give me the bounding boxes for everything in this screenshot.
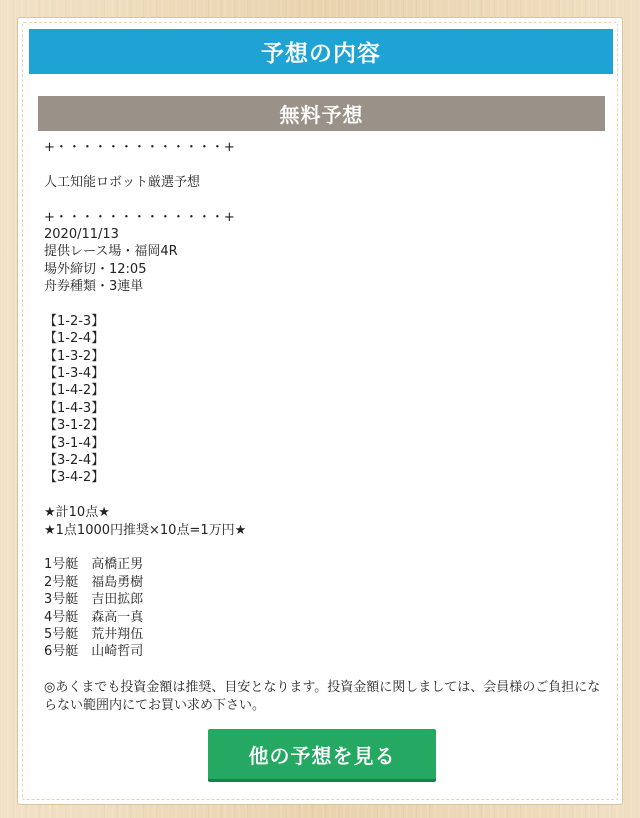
free-prediction-title: 無料予想: [38, 96, 605, 131]
blank-line: [44, 539, 604, 556]
boat-entry: 3号艇 吉田拡郎: [44, 592, 144, 608]
prediction-card: [17, 17, 623, 805]
prediction-heading: 人工知能ロボット厳選予想: [44, 174, 201, 190]
boat-entry: 2号艇 福島勇樹: [44, 574, 144, 590]
investment-note: ◎あくまでも投資金額は推奨、目安となります。投資金額に関しましては、会員様のご負担にならない範囲内にてお買い求め下さい。: [44, 680, 601, 714]
boat-entry: 1号艇 高橋正男: [44, 557, 144, 573]
combination-item: 【1-2-3】: [44, 313, 105, 329]
combination-item: 【1-4-3】: [44, 400, 105, 416]
blank-line: [44, 191, 604, 208]
combination-item: 【1-2-4】: [44, 331, 105, 347]
ticket-type: 舟券種類・3連単: [44, 279, 144, 295]
combination-item: 【1-3-2】: [44, 348, 105, 364]
blank-line: [44, 487, 604, 504]
combination-item: 【1-3-4】: [44, 366, 105, 382]
boat-entry: 6号艇 山崎哲司: [44, 644, 144, 660]
race-venue: 提供レース場・福岡4R: [44, 244, 178, 260]
combination-item: 【3-1-4】: [44, 435, 105, 451]
blank-line: [44, 156, 604, 173]
view-other-predictions-button[interactable]: 他の予想を見る: [208, 729, 436, 779]
race-deadline: 場外締切・12:05: [44, 261, 147, 277]
boat-entry: 4号艇 森高一真: [44, 609, 144, 625]
boat-entry: 5号艇 荒井翔伍: [44, 626, 144, 642]
combination-item: 【3-2-4】: [44, 453, 105, 469]
separator-mid: +・・・・・・・・・・・・・+: [44, 209, 235, 225]
separator-top: +・・・・・・・・・・・・・+: [44, 140, 235, 155]
combination-item: 【3-4-2】: [44, 470, 105, 486]
blank-line: [44, 296, 604, 313]
blank-line: [44, 661, 604, 678]
total-points: ★計10点★: [44, 505, 110, 521]
recommended-stake: ★1点1000円推奨×10点=1万円★: [44, 522, 247, 538]
section-title: 予想の内容: [29, 29, 613, 74]
combination-item: 【3-1-2】: [44, 418, 105, 434]
prediction-content: [44, 139, 604, 715]
race-date: 2020/11/13: [44, 226, 119, 242]
combination-item: 【1-4-2】: [44, 383, 105, 399]
